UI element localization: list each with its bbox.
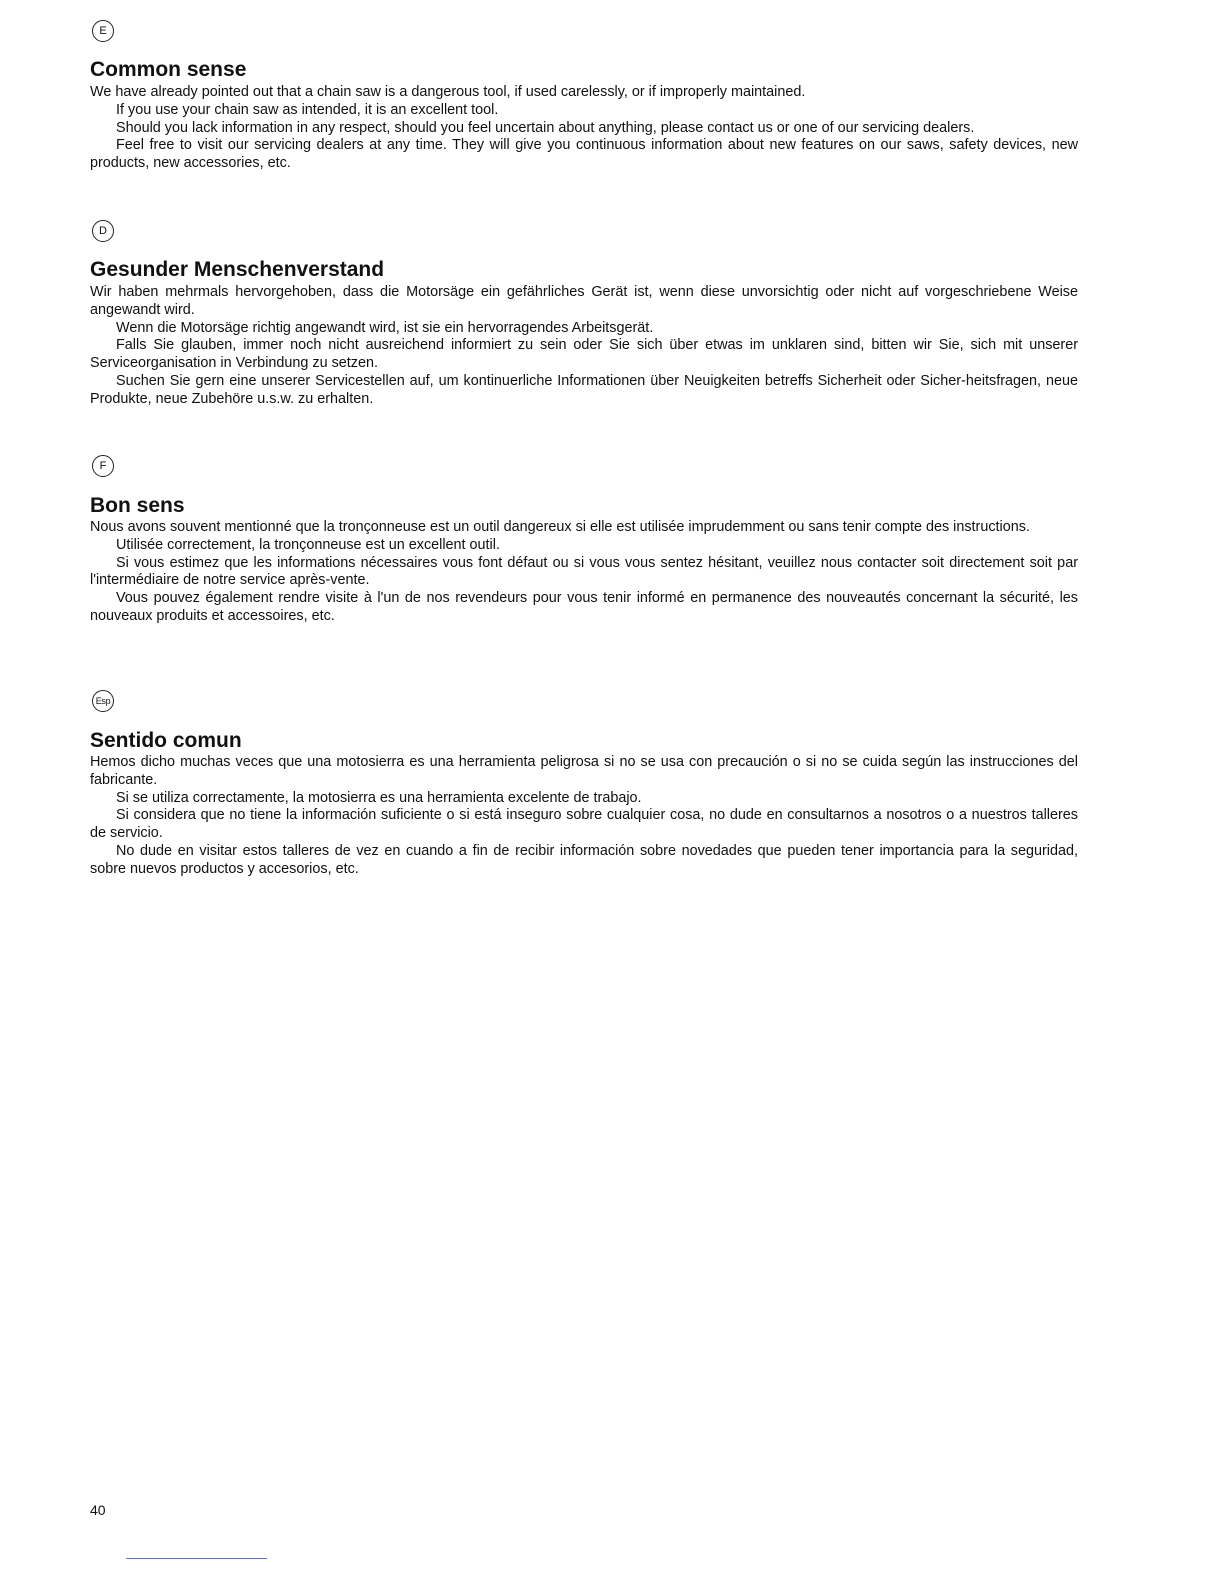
section-heading-english: Common sense	[90, 58, 247, 81]
paragraph: Si considera que no tiene la información suficiente o si está inseguro sobre cualquier cosa, no dude en consultarnos a nosotros o a nuestros talleres de servicio.	[90, 807, 1078, 842]
paragraph: Hemos dicho muchas veces que una motosierra es una herramienta peligrosa si no se usa con precaución o si no se cuida según las instrucciones del fabricante.	[90, 754, 1078, 788]
paragraph: Falls Sie glauben, immer noch nicht ausreichend informiert zu sein oder Sie sich über etwas im unklaren sind, bitten wir Sie, sich mit unserer Serviceorganisation in Verbindung zu setzen.	[90, 337, 1078, 372]
paragraph: If you use your chain saw as intended, it is an excellent tool.	[116, 101, 499, 118]
paragraph: No dude en visitar estos talleres de vez en cuando a fin de recibir información sobre novedades que pueden tener importancia para la seguridad, sobre nuevos productos y accesorios, etc.	[90, 842, 1078, 877]
paragraph: Suchen Sie gern eine unserer Servicestellen auf, um kontinuerliche Informationen über Neuigkeiten betreffs Sicherheit oder Sicher-heitsfragen, neue Produkte, neue Zubehöre u.s.w. zu erhalten.	[90, 372, 1078, 407]
section-heading-french: Bon sens	[90, 494, 185, 517]
paragraph: Si vous estimez que les informations nécessaires vous font défaut ou si vous vous sentez hésitant, veuillez nous contacter soit directement soit par l'intermédiaire de notre service après-vente.	[90, 554, 1078, 589]
language-badge-german: D	[92, 220, 114, 242]
section-body-spanish	[90, 754, 1078, 879]
language-badge-spanish: Esp	[92, 690, 114, 712]
paragraph: Vous pouvez également rendre visite à l'un de nos revendeurs pour vous tenir informé en permanence des nouveautés concernant la sécurité, les nouveaux produits et accessoires, etc.	[90, 590, 1078, 624]
paragraph: Feel free to visit our servicing dealers at any time. They will give you continuous information about new features on our saws, safety devices, new products, new accessories, etc.	[90, 137, 1078, 172]
paragraph: Utilisée correctement, la tronçonneuse est un excellent outil.	[116, 536, 500, 553]
paragraph: Wenn die Motorsäge richtig angewandt wird, ist sie ein hervorragendes Arbeitsgerät.	[116, 319, 654, 336]
paragraph: Si se utiliza correctamente, la motosierra es una herramienta excelente de trabajo.	[116, 789, 642, 806]
section-body-german	[90, 284, 1078, 409]
page-number: 40	[90, 1502, 106, 1518]
section-heading-german: Gesunder Menschenverstand	[90, 258, 385, 281]
paragraph: Nous avons souvent mentionné que la tronçonneuse est un outil dangereux si elle est utilisée imprudemment ou sans tenir compte des instructions.	[90, 519, 1030, 535]
section-body-english	[90, 84, 1078, 173]
section-body-french	[90, 519, 1078, 626]
language-badge-english: E	[92, 20, 114, 42]
paragraph: Wir haben mehrmals hervorgehoben, dass die Motorsäge ein gefährliches Gerät ist, wenn diese unvorsichtig oder nicht auf vorgeschriebene Weise angewandt wird.	[90, 284, 1078, 318]
paragraph: Should you lack information in any respect, should you feel uncertain about anything, please contact us or one of our servicing dealers.	[116, 119, 975, 136]
section-heading-spanish: Sentido comun	[90, 729, 242, 752]
language-badge-french: F	[92, 455, 114, 477]
paragraph: We have already pointed out that a chain saw is a dangerous tool, if used carelessly, or if improperly maintained.	[90, 84, 806, 100]
footer-rule	[126, 1558, 267, 1559]
